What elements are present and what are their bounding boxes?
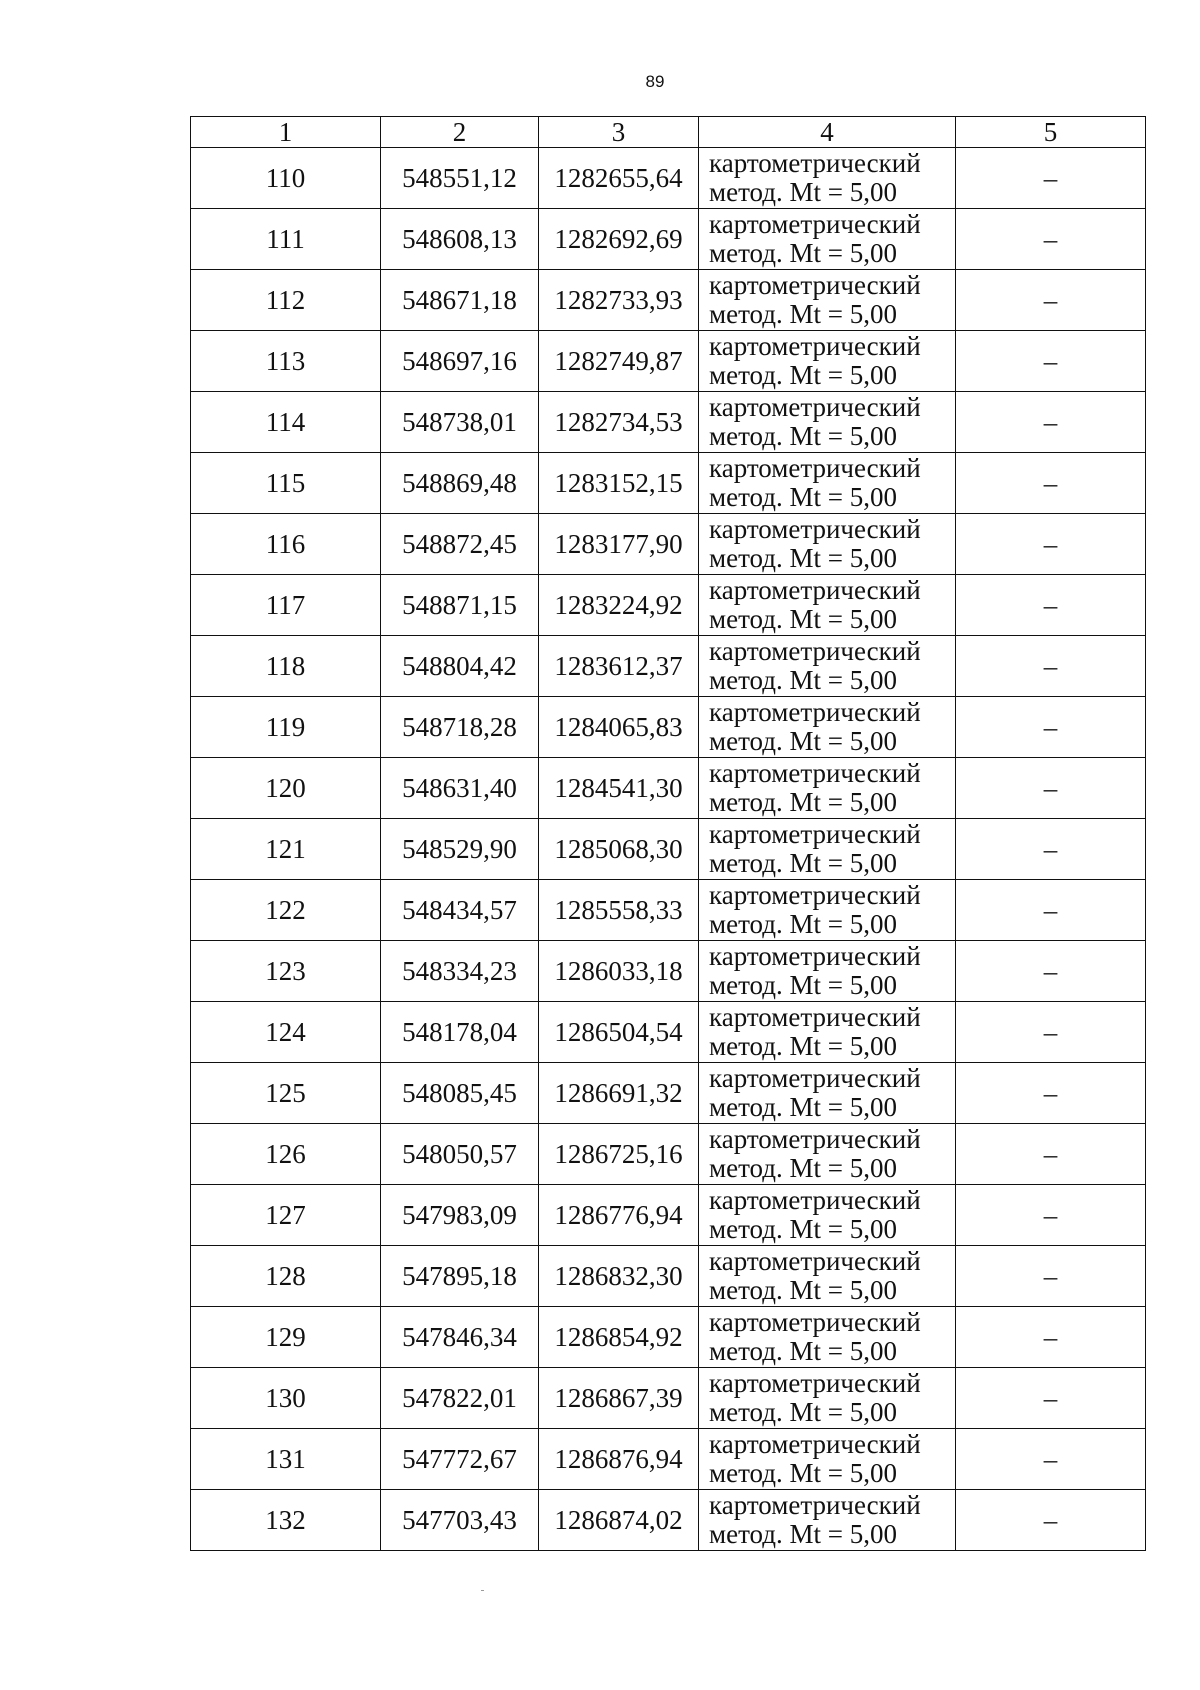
- column-5-cell: –: [956, 819, 1146, 880]
- table-body: [191, 148, 1146, 1551]
- table-row: [191, 514, 1146, 575]
- table-row: [191, 1368, 1146, 1429]
- table-row: [191, 575, 1146, 636]
- point-number-cell: 125: [191, 1063, 381, 1124]
- y-coordinate-cell: 1283152,15: [539, 453, 699, 514]
- method-line-1: картометрический: [709, 148, 921, 178]
- method-line-1: картометрический: [709, 1002, 921, 1032]
- method-line-1: картометрический: [709, 453, 921, 483]
- y-coordinate-cell: 1286874,02: [539, 1490, 699, 1551]
- method-line-2: метод. Mt = 5,00: [709, 1397, 897, 1427]
- x-coordinate-cell: 547822,01: [381, 1368, 539, 1429]
- column-header-3: 3: [539, 117, 699, 148]
- method-cell: [699, 1063, 956, 1124]
- y-coordinate-cell: 1286504,54: [539, 1002, 699, 1063]
- table-row: [191, 636, 1146, 697]
- y-coordinate-cell: 1286033,18: [539, 941, 699, 1002]
- method-cell: [699, 1490, 956, 1551]
- method-cell: [699, 941, 956, 1002]
- method-cell: [699, 636, 956, 697]
- method-line-1: картометрический: [709, 1368, 921, 1398]
- column-5-cell: –: [956, 1307, 1146, 1368]
- method-line-2: метод. Mt = 5,00: [709, 1153, 897, 1183]
- point-number-cell: 112: [191, 270, 381, 331]
- table-row: [191, 209, 1146, 270]
- table-row: [191, 819, 1146, 880]
- x-coordinate-cell: 547983,09: [381, 1185, 539, 1246]
- point-number-cell: 116: [191, 514, 381, 575]
- column-header-1: 1: [191, 117, 381, 148]
- point-number-cell: 127: [191, 1185, 381, 1246]
- method-line-1: картометрический: [709, 1124, 921, 1154]
- table-row: [191, 880, 1146, 941]
- y-coordinate-cell: 1283224,92: [539, 575, 699, 636]
- x-coordinate-cell: 548178,04: [381, 1002, 539, 1063]
- point-number-cell: 122: [191, 880, 381, 941]
- x-coordinate-cell: 548671,18: [381, 270, 539, 331]
- x-coordinate-cell: 548529,90: [381, 819, 539, 880]
- method-cell: [699, 331, 956, 392]
- method-cell: [699, 392, 956, 453]
- table-row: [191, 148, 1146, 209]
- method-line-2: метод. Mt = 5,00: [709, 1275, 897, 1305]
- method-line-2: метод. Mt = 5,00: [709, 787, 897, 817]
- method-cell: [699, 575, 956, 636]
- point-number-cell: 129: [191, 1307, 381, 1368]
- y-coordinate-cell: 1286691,32: [539, 1063, 699, 1124]
- point-number-cell: 118: [191, 636, 381, 697]
- method-line-2: метод. Mt = 5,00: [709, 1031, 897, 1061]
- x-coordinate-cell: 547846,34: [381, 1307, 539, 1368]
- y-coordinate-cell: 1282733,93: [539, 270, 699, 331]
- y-coordinate-cell: 1284541,30: [539, 758, 699, 819]
- column-header-2: 2: [381, 117, 539, 148]
- method-cell: [699, 697, 956, 758]
- point-number-cell: 126: [191, 1124, 381, 1185]
- x-coordinate-cell: 548718,28: [381, 697, 539, 758]
- method-cell: [699, 1246, 956, 1307]
- column-5-cell: –: [956, 148, 1146, 209]
- column-5-cell: –: [956, 1124, 1146, 1185]
- page-number: 89: [645, 72, 665, 91]
- point-number-cell: 132: [191, 1490, 381, 1551]
- table-row: [191, 453, 1146, 514]
- point-number-cell: 114: [191, 392, 381, 453]
- table-row: [191, 270, 1146, 331]
- method-line-2: метод. Mt = 5,00: [709, 482, 897, 512]
- method-line-1: картометрический: [709, 1185, 921, 1215]
- method-line-1: картометрический: [709, 1490, 921, 1520]
- column-5-cell: –: [956, 941, 1146, 1002]
- method-line-2: метод. Mt = 5,00: [709, 1519, 897, 1549]
- column-5-cell: –: [956, 758, 1146, 819]
- x-coordinate-cell: 548631,40: [381, 758, 539, 819]
- x-coordinate-cell: 548551,12: [381, 148, 539, 209]
- table-row: [191, 1185, 1146, 1246]
- y-coordinate-cell: 1283612,37: [539, 636, 699, 697]
- x-coordinate-cell: 548697,16: [381, 331, 539, 392]
- table-row: [191, 1246, 1146, 1307]
- x-coordinate-cell: 548804,42: [381, 636, 539, 697]
- method-line-2: метод. Mt = 5,00: [709, 1214, 897, 1244]
- table-header-row: [191, 117, 1146, 148]
- method-line-2: метод. Mt = 5,00: [709, 604, 897, 634]
- column-header-4: 4: [699, 117, 956, 148]
- point-number-cell: 110: [191, 148, 381, 209]
- method-cell: [699, 1429, 956, 1490]
- method-line-2: метод. Mt = 5,00: [709, 970, 897, 1000]
- method-line-1: картометрический: [709, 941, 921, 971]
- x-coordinate-cell: 548334,23: [381, 941, 539, 1002]
- table-row: [191, 1002, 1146, 1063]
- method-line-1: картометрический: [709, 697, 921, 727]
- method-cell: [699, 1368, 956, 1429]
- y-coordinate-cell: 1282734,53: [539, 392, 699, 453]
- method-cell: [699, 270, 956, 331]
- column-5-cell: –: [956, 209, 1146, 270]
- y-coordinate-cell: 1285068,30: [539, 819, 699, 880]
- y-coordinate-cell: 1282692,69: [539, 209, 699, 270]
- scan-speck: [481, 1590, 484, 1591]
- x-coordinate-cell: 547703,43: [381, 1490, 539, 1551]
- point-number-cell: 115: [191, 453, 381, 514]
- x-coordinate-cell: 548434,57: [381, 880, 539, 941]
- column-5-cell: –: [956, 1429, 1146, 1490]
- column-5-cell: –: [956, 1368, 1146, 1429]
- column-5-cell: –: [956, 1063, 1146, 1124]
- x-coordinate-cell: 547895,18: [381, 1246, 539, 1307]
- point-number-cell: 131: [191, 1429, 381, 1490]
- point-number-cell: 121: [191, 819, 381, 880]
- y-coordinate-cell: 1286725,16: [539, 1124, 699, 1185]
- method-line-1: картометрический: [709, 270, 921, 300]
- method-line-2: метод. Mt = 5,00: [709, 1092, 897, 1122]
- x-coordinate-cell: 548050,57: [381, 1124, 539, 1185]
- method-line-1: картометрический: [709, 514, 921, 544]
- method-line-2: метод. Mt = 5,00: [709, 299, 897, 329]
- table-row: [191, 392, 1146, 453]
- column-5-cell: –: [956, 575, 1146, 636]
- column-5-cell: –: [956, 331, 1146, 392]
- coordinates-table: [190, 116, 1146, 1551]
- method-line-1: картометрический: [709, 819, 921, 849]
- point-number-cell: 123: [191, 941, 381, 1002]
- x-coordinate-cell: 548871,15: [381, 575, 539, 636]
- x-coordinate-cell: 548869,48: [381, 453, 539, 514]
- point-number-cell: 130: [191, 1368, 381, 1429]
- method-line-2: метод. Mt = 5,00: [709, 726, 897, 756]
- method-cell: [699, 1307, 956, 1368]
- point-number-cell: 128: [191, 1246, 381, 1307]
- table-row: [191, 1490, 1146, 1551]
- method-cell: [699, 1124, 956, 1185]
- x-coordinate-cell: 548872,45: [381, 514, 539, 575]
- point-number-cell: 117: [191, 575, 381, 636]
- method-line-1: картометрический: [709, 1429, 921, 1459]
- method-line-2: метод. Mt = 5,00: [709, 665, 897, 695]
- method-line-1: картометрический: [709, 880, 921, 910]
- y-coordinate-cell: 1286776,94: [539, 1185, 699, 1246]
- method-line-1: картометрический: [709, 758, 921, 788]
- method-cell: [699, 1002, 956, 1063]
- column-5-cell: –: [956, 636, 1146, 697]
- y-coordinate-cell: 1286867,39: [539, 1368, 699, 1429]
- method-cell: [699, 148, 956, 209]
- table-row: [191, 1429, 1146, 1490]
- column-5-cell: –: [956, 514, 1146, 575]
- y-coordinate-cell: 1286832,30: [539, 1246, 699, 1307]
- y-coordinate-cell: 1282749,87: [539, 331, 699, 392]
- method-line-1: картометрический: [709, 1246, 921, 1276]
- table-row: [191, 941, 1146, 1002]
- method-line-2: метод. Mt = 5,00: [709, 909, 897, 939]
- column-5-cell: –: [956, 453, 1146, 514]
- column-5-cell: –: [956, 392, 1146, 453]
- method-cell: [699, 453, 956, 514]
- method-line-2: метод. Mt = 5,00: [709, 1458, 897, 1488]
- method-line-1: картометрический: [709, 331, 921, 361]
- table-row: [191, 1124, 1146, 1185]
- x-coordinate-cell: 548738,01: [381, 392, 539, 453]
- x-coordinate-cell: 548085,45: [381, 1063, 539, 1124]
- method-line-1: картометрический: [709, 209, 921, 239]
- method-line-1: картометрический: [709, 575, 921, 605]
- point-number-cell: 119: [191, 697, 381, 758]
- method-cell: [699, 819, 956, 880]
- method-cell: [699, 758, 956, 819]
- method-line-1: картометрический: [709, 392, 921, 422]
- method-cell: [699, 514, 956, 575]
- y-coordinate-cell: 1284065,83: [539, 697, 699, 758]
- column-5-cell: –: [956, 1246, 1146, 1307]
- method-line-2: метод. Mt = 5,00: [709, 360, 897, 390]
- table-row: [191, 331, 1146, 392]
- x-coordinate-cell: 548608,13: [381, 209, 539, 270]
- point-number-cell: 113: [191, 331, 381, 392]
- y-coordinate-cell: 1283177,90: [539, 514, 699, 575]
- method-line-1: картометрический: [709, 1063, 921, 1093]
- method-line-1: картометрический: [709, 1307, 921, 1337]
- column-5-cell: –: [956, 1002, 1146, 1063]
- method-line-2: метод. Mt = 5,00: [709, 177, 897, 207]
- table-row: [191, 758, 1146, 819]
- column-5-cell: –: [956, 270, 1146, 331]
- method-line-2: метод. Mt = 5,00: [709, 1336, 897, 1366]
- method-line-1: картометрический: [709, 636, 921, 666]
- y-coordinate-cell: 1282655,64: [539, 148, 699, 209]
- y-coordinate-cell: 1286854,92: [539, 1307, 699, 1368]
- point-number-cell: 111: [191, 209, 381, 270]
- column-5-cell: –: [956, 1185, 1146, 1246]
- x-coordinate-cell: 547772,67: [381, 1429, 539, 1490]
- column-5-cell: –: [956, 697, 1146, 758]
- table-row: [191, 697, 1146, 758]
- point-number-cell: 124: [191, 1002, 381, 1063]
- table-row: [191, 1063, 1146, 1124]
- table-row: [191, 1307, 1146, 1368]
- column-5-cell: –: [956, 880, 1146, 941]
- y-coordinate-cell: 1285558,33: [539, 880, 699, 941]
- method-cell: [699, 1185, 956, 1246]
- method-line-2: метод. Mt = 5,00: [709, 238, 897, 268]
- method-cell: [699, 880, 956, 941]
- method-line-2: метод. Mt = 5,00: [709, 848, 897, 878]
- column-header-5: 5: [956, 117, 1146, 148]
- method-cell: [699, 209, 956, 270]
- column-5-cell: –: [956, 1490, 1146, 1551]
- method-line-2: метод. Mt = 5,00: [709, 543, 897, 573]
- y-coordinate-cell: 1286876,94: [539, 1429, 699, 1490]
- point-number-cell: 120: [191, 758, 381, 819]
- method-line-2: метод. Mt = 5,00: [709, 421, 897, 451]
